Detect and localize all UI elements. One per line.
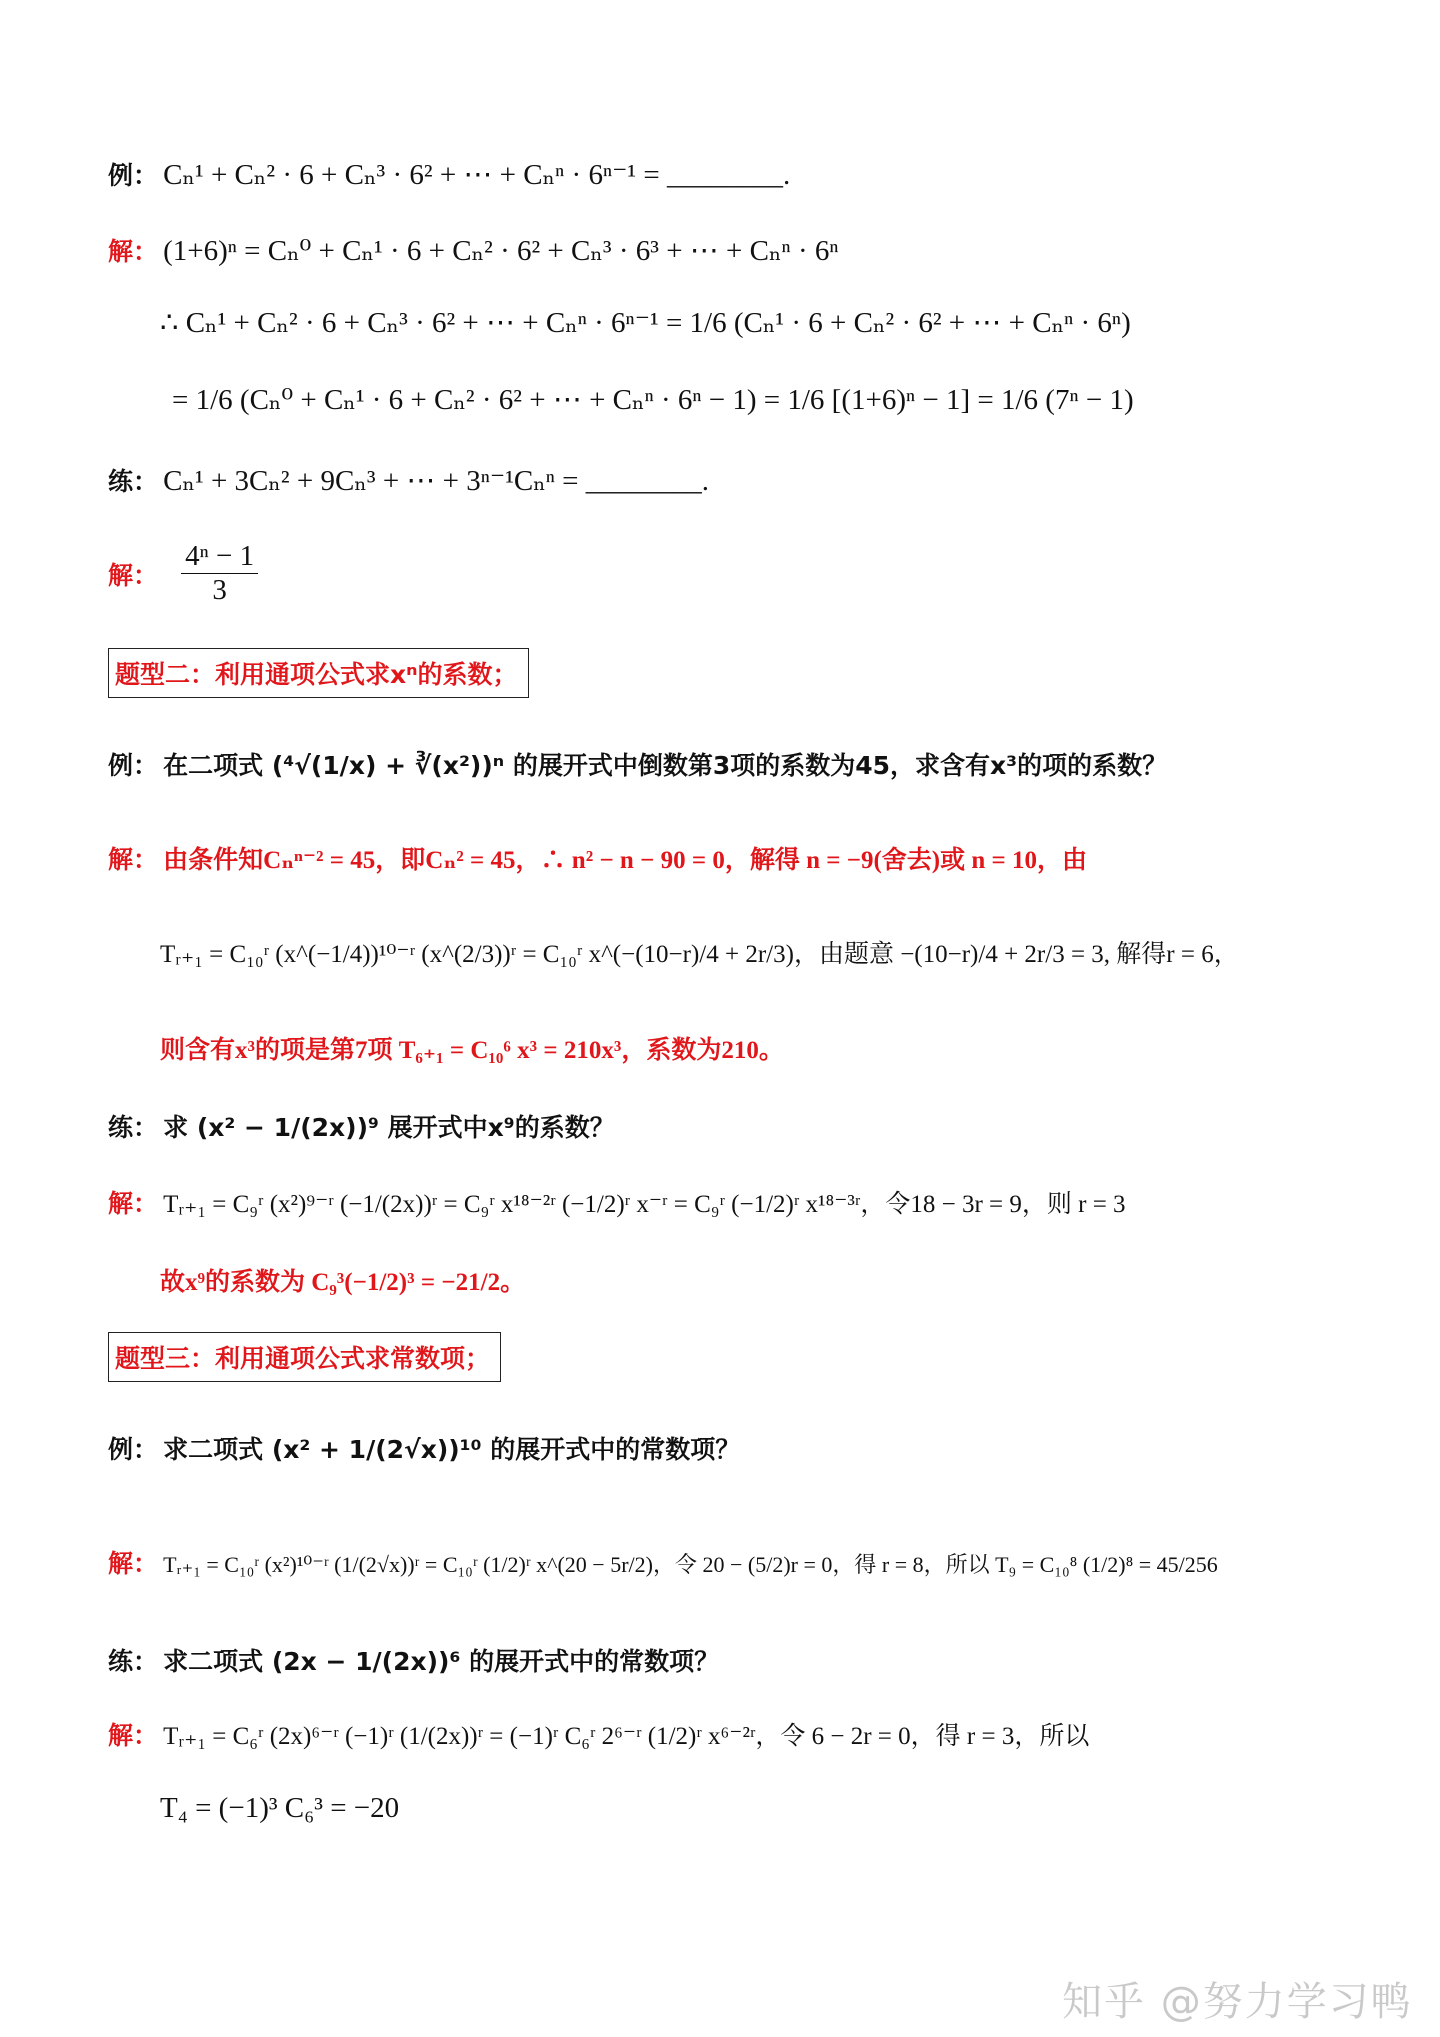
- solution-3-line-1: [108, 1544, 1218, 1580]
- example-1-question: Cₙ¹ + Cₙ² · 6 + Cₙ³ · 6² + ⋯ + Cₙⁿ · 6ⁿ⁻¹ = ________.: [163, 159, 791, 191]
- solution-1-equation-1: (1+6)ⁿ = Cₙ⁰ + Cₙ¹ · 6 + Cₙ² · 6² + Cₙ³ · 6³ + ⋯ + Cₙⁿ · 6ⁿ: [163, 235, 839, 267]
- practice-3-solution-line-2: [160, 1792, 399, 1825]
- solution-1-line-2: [160, 305, 1131, 340]
- practice-2-solution-line-1: [108, 1184, 1126, 1220]
- solution-label: 解：: [108, 845, 159, 874]
- fraction-numerator: 4ⁿ − 1: [181, 540, 258, 574]
- example-3: [108, 1430, 740, 1466]
- solution-2-text-2: Tᵣ₊₁ = C₁₀ʳ (x^(−1/4))¹⁰⁻ʳ (x^(2/3))ʳ = C₁₀ʳ x^(−(10−r)/4 + 2r/3)，由题意 −(10−r)/4 + 2r/3 = 3, 解得r = 6，: [160, 941, 1239, 968]
- example-label: 例：: [108, 161, 159, 190]
- practice-3-solution-line-1: [108, 1716, 1089, 1752]
- practice-2: [108, 1108, 615, 1144]
- solution-1-line-1: [108, 232, 838, 268]
- solution-2-line-3: [160, 1030, 784, 1066]
- section-heading-type-3: 题型三：利用通项公式求常数项；: [108, 1332, 501, 1382]
- watermark: 知乎 @努力学习鸭: [1062, 1979, 1413, 2025]
- practice-1-question: Cₙ¹ + 3Cₙ² + 9Cₙ³ + ⋯ + 3ⁿ⁻¹Cₙⁿ = ________.: [163, 465, 710, 497]
- example-label: 例：: [108, 751, 159, 780]
- practice-3-solution-text-1: Tᵣ₊₁ = C₆ʳ (2x)⁶⁻ʳ (−1)ʳ (1/(2x))ʳ = (−1)ʳ C₆ʳ 2⁶⁻ʳ (1/2)ʳ x⁶⁻²ʳ，令 6 − 2r = 0，得 r = 3，所以: [163, 1723, 1090, 1750]
- solution-2-text-1: 由条件知Cₙⁿ⁻² = 45，即Cₙ² = 45，∴ n² − n − 90 = 0，解得 n = −9(舍去)或 n = 10，由: [163, 847, 1088, 874]
- solution-2-line-2: [160, 934, 1239, 970]
- example-1: [108, 156, 790, 192]
- practice-label: 练：: [108, 1113, 159, 1142]
- example-label: 例：: [108, 1435, 159, 1464]
- solution-label: 解：: [108, 1721, 159, 1750]
- solution-2-text-3: 则含有x³的项是第7项 T₆₊₁ = C₁₀⁶ x³ = 210x³，系数为210。: [160, 1037, 784, 1064]
- practice-1: [108, 462, 709, 498]
- solution-1-line-3: [172, 382, 1134, 417]
- practice-3-solution-text-2: T₄ = (−1)³ C₆³ = −20: [160, 1792, 400, 1824]
- example-2: [108, 746, 1167, 782]
- practice-2-text: 求 (x² − 1/(2x))⁹ 展开式中x⁹的系数？: [163, 1113, 615, 1142]
- practice-1-solution: [108, 540, 258, 607]
- practice-3-text: 求二项式 (2x − 1/(2x))⁶ 的展开式中的常数项？: [163, 1647, 720, 1676]
- example-3-text: 求二项式 (x² + 1/(2√x))¹⁰ 的展开式中的常数项？: [163, 1435, 741, 1464]
- practice-3: [108, 1642, 719, 1678]
- solution-2-line-1: [108, 840, 1087, 876]
- practice-label: 练：: [108, 1647, 159, 1676]
- solution-1-equation-3: = 1/6 (Cₙ⁰ + Cₙ¹ · 6 + Cₙ² · 6² + ⋯ + Cₙⁿ · 6ⁿ − 1) = 1/6 [(1+6)ⁿ − 1] = 1/6 (7ⁿ − 1): [172, 384, 1134, 416]
- practice-2-solution-text-1: Tᵣ₊₁ = C₉ʳ (x²)⁹⁻ʳ (−1/(2x))ʳ = C₉ʳ x¹⁸⁻²ʳ (−1/2)ʳ x⁻ʳ = C₉ʳ (−1/2)ʳ x¹⁸⁻³ʳ，令18 − 3r = 9，则 r = 3: [163, 1191, 1126, 1218]
- example-2-text: 在二项式 (⁴√(1/x) + ∛(x²))ⁿ 的展开式中倒数第3项的系数为45，求含有x³的项的系数？: [163, 751, 1168, 780]
- solution-label: 解：: [108, 560, 159, 590]
- solution-label: 解：: [108, 1189, 159, 1218]
- fraction: [181, 540, 258, 607]
- practice-2-solution-line-2: [160, 1262, 525, 1298]
- section-heading-type-2: 题型二：利用通项公式求xⁿ的系数；: [108, 648, 529, 698]
- solution-1-equation-2: ∴ Cₙ¹ + Cₙ² · 6 + Cₙ³ · 6² + ⋯ + Cₙⁿ · 6ⁿ⁻¹ = 1/6 (Cₙ¹ · 6 + Cₙ² · 6² + ⋯ + Cₙⁿ · 6ⁿ): [160, 307, 1131, 339]
- fraction-denominator: 3: [212, 574, 227, 606]
- practice-label: 练：: [108, 467, 159, 496]
- practice-2-solution-text-2: 故x⁹的系数为 C₉³(−1/2)³ = −21/2。: [160, 1269, 526, 1296]
- solution-label: 解：: [108, 237, 159, 266]
- solution-3-text-1: Tᵣ₊₁ = C₁₀ʳ (x²)¹⁰⁻ʳ (1/(2√x))ʳ = C₁₀ʳ (1/2)ʳ x^(20 − 5r/2)，令 20 − (5/2)r = 0，得 r = 8，所以 T₉ = C₁₀⁸ (1/2)⁸ = 45/256: [163, 1552, 1218, 1577]
- solution-label: 解：: [108, 1549, 159, 1578]
